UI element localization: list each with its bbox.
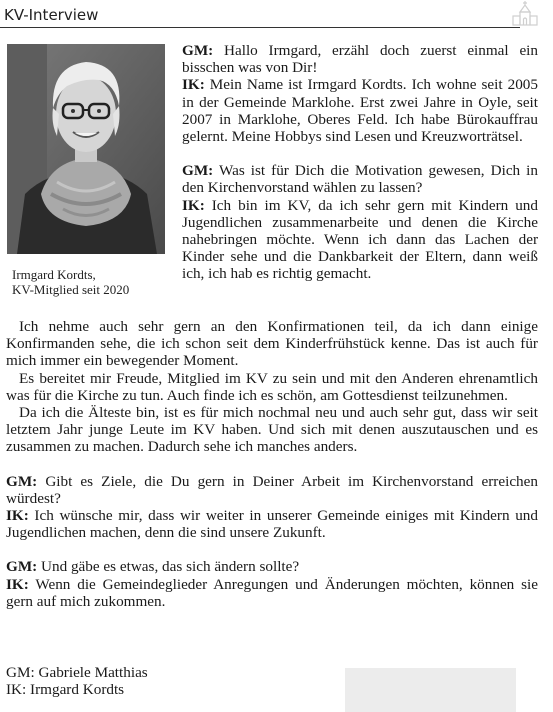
answer-1: IK: Mein Name ist Irmgard Kordts. Ich wohne seit 2005 in der Gemeinde Marklohe. Erst zwei Jahre in Oyle, seit 2007 in Marklohe, Oberes Feld. Ich habe Bürokauffrau gelernt. Meine Hobbys sind Lesen und Kreuzworträtsel. bbox=[182, 76, 538, 146]
speaker-gm: GM: bbox=[6, 472, 38, 490]
answer-4: IK: Wenn die Gemeindeglieder Anregungen und Änderungen möchten, können sie gern auf mich zukommen. bbox=[6, 575, 538, 610]
speaker-gm: GM: bbox=[182, 162, 214, 180]
answer-2-paragraph-3: Es bereitet mir Freude, Mitglied im KV zu sein und mit den Anderen ehrenamtlich was für die Kirche zu tun. Auch finde ich es schön, am Gottesdienst teilzunehmen. bbox=[6, 369, 538, 404]
photo-caption bbox=[12, 267, 172, 297]
answer-3: IK: Ich wünsche mir, dass wir weiter in unserer Gemeinde einiges mit Kindern und Jugendlichen machen, denn die sind unsere Zukunft. bbox=[6, 507, 538, 542]
placeholder-box bbox=[345, 668, 516, 712]
signoff-interviewee: IK: Irmgard Kordts bbox=[6, 681, 125, 698]
question-2: GM: Was ist für Dich die Motivation gewesen, Dich in den Kirchenvorstand wählen zu lassen? bbox=[182, 162, 538, 197]
answer-2-paragraph-4: Da ich die Älteste bin, ist es für mich nochmal neu und auch sehr gut, dass wir seit letztem Jahr junge Leute im KV haben. Und sich mit denen auszutauschen und es zusammen zu machen. Dadurch sehe ich manches anders. bbox=[6, 404, 538, 456]
speaker-ik: IK: bbox=[182, 196, 205, 214]
church-icon bbox=[511, 0, 539, 26]
speaker-gm: GM: bbox=[6, 558, 38, 576]
section-title: KV-Interview bbox=[4, 6, 99, 24]
caption-name: Irmgard Kordts, bbox=[12, 267, 96, 282]
question-3: GM: Gibt es Ziele, die Du gern in Deiner Arbeit im Kirchenvorstand erreichen würdest? bbox=[6, 472, 538, 507]
speaker-gm: GM: bbox=[182, 42, 214, 59]
caption-role: KV-Mitglied seit 2020 bbox=[12, 282, 130, 297]
page-header bbox=[0, 0, 553, 34]
signoff-interviewer: GM: Gabriele Matthias bbox=[6, 664, 148, 681]
signoff bbox=[6, 664, 148, 698]
answer-2: IK: Ich bin im KV, da ich sehr gern mit Kindern und Jugendlichen zusammenarbeite und denen die Kirche nahebringen möchte. Wenn ich dann das Lachen der Kinder sehe und die Dankbarkeit der Eltern, dann weiß ich, ich hab es richtig gemacht. bbox=[182, 196, 538, 283]
interview-column-right bbox=[182, 42, 538, 283]
question-1: GM: Hallo Irmgard, erzähl doch zuerst einmal ein bisschen was von Dir! bbox=[182, 42, 538, 77]
speaker-ik: IK: bbox=[6, 507, 29, 525]
question-4: GM: Und gäbe es etwas, das sich ändern sollte? bbox=[6, 558, 300, 576]
portrait-photo bbox=[7, 44, 165, 254]
speaker-ik: IK: bbox=[182, 76, 205, 94]
answer-2-paragraph-2: Ich nehme auch sehr gern an den Konfirmationen teil, da ich dann einige Konfirmanden sehe, die ich schon seit dem Kinderfrühstück kenne. Das ist auch für mich immer ein bewegender Moment. bbox=[6, 318, 538, 370]
header-divider bbox=[0, 27, 520, 28]
interview-column-full bbox=[6, 318, 538, 610]
speaker-ik: IK: bbox=[6, 575, 29, 593]
